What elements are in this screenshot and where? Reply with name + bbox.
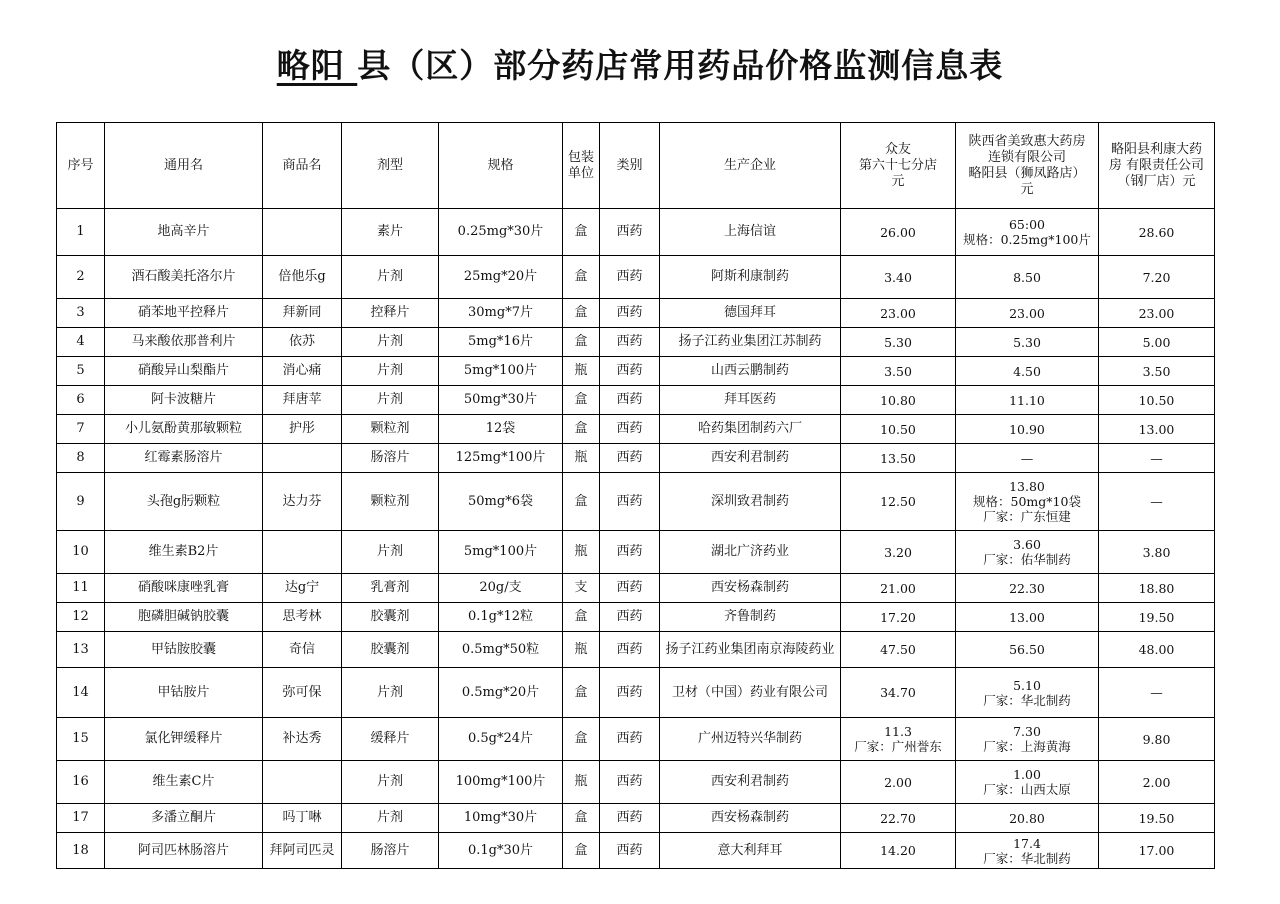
price-store-1-cell: [841, 444, 956, 473]
price-store-1-cell: [841, 833, 956, 869]
price-value: 3.40: [884, 269, 912, 285]
row-number-cell: 6: [57, 386, 105, 415]
spec-cell: 0.5g*24片: [439, 718, 563, 761]
price-store-1-cell: [841, 668, 956, 718]
table-row: [57, 603, 1215, 632]
table-row: [57, 256, 1215, 299]
unit-cell: 盒: [563, 415, 600, 444]
price-value: 23.00: [1009, 305, 1045, 321]
price-value: 12.50: [880, 494, 916, 509]
price-value: 19.50: [1138, 609, 1175, 625]
header-row: [57, 123, 1215, 209]
price-store-3-cell: [1099, 603, 1215, 632]
row-number-cell: 17: [57, 804, 105, 833]
category-cell: 西药: [600, 603, 660, 632]
table-row: [57, 473, 1215, 531]
price-note: 规格：50mg*10袋: [973, 494, 1081, 509]
generic-name-cell: 阿司匹林肠溶片: [105, 833, 263, 869]
price-store-1-cell: [841, 804, 956, 833]
table-row: [57, 632, 1215, 668]
price-store-2-cell: [956, 299, 1099, 328]
price-store-2-cell: [956, 209, 1099, 256]
price-store-1-cell: [841, 603, 956, 632]
generic-name-cell: 阿卡波糖片: [105, 386, 263, 415]
price-store-1-cell: [841, 632, 956, 668]
category-cell: 西药: [600, 444, 660, 473]
price-store-2-cell: [956, 761, 1099, 804]
dosage-form-cell: 片剂: [342, 386, 439, 415]
brand-name-cell: 拜阿司匹灵: [263, 833, 342, 869]
price-value: 13.80: [1009, 479, 1045, 494]
dosage-form-cell: 片剂: [342, 668, 439, 718]
generic-name-cell: 维生素B2片: [105, 531, 263, 574]
row-number-cell: 13: [57, 632, 105, 668]
brand-name-cell: 弥可保: [263, 668, 342, 718]
price-store-3-cell: [1099, 668, 1215, 718]
price-store-1-cell: [841, 299, 956, 328]
manufacturer-cell: 山西云鹏制药: [660, 357, 841, 386]
price-value: 3.50: [884, 363, 912, 379]
generic-name-cell: 甲钴胺片: [105, 668, 263, 718]
category-cell: 西药: [600, 386, 660, 415]
table-row: [57, 761, 1215, 804]
price-store-2-cell: [956, 357, 1099, 386]
manufacturer-cell: 齐鲁制药: [660, 603, 841, 632]
category-cell: 西药: [600, 299, 660, 328]
price-value: 23.00: [880, 305, 916, 321]
dosage-form-cell: 乳膏剂: [342, 574, 439, 603]
category-cell: 西药: [600, 209, 660, 256]
price-value: 7.20: [1142, 269, 1171, 285]
page-title: [0, 40, 1280, 87]
price-store-3-cell: [1099, 804, 1215, 833]
price-store-3-cell: [1099, 761, 1215, 804]
brand-name-cell: [263, 761, 342, 804]
row-number-cell: 5: [57, 357, 105, 386]
generic-name-cell: 多潘立酮片: [105, 804, 263, 833]
generic-name-cell: 红霉素肠溶片: [105, 444, 263, 473]
price-note: 厂家：华北制药: [983, 850, 1071, 866]
header-col-price-store-1: 众友 第六十七分店 元: [841, 123, 956, 209]
header-col-generic-name: 通用名: [105, 123, 263, 209]
category-cell: 西药: [600, 415, 660, 444]
price-store-3-cell: [1099, 209, 1215, 256]
table-row: [57, 328, 1215, 357]
spec-cell: 5mg*100片: [439, 531, 563, 574]
price-store-1-cell: [841, 357, 956, 386]
manufacturer-cell: 西安杨森制药: [660, 804, 841, 833]
row-number-cell: 4: [57, 328, 105, 357]
brand-name-cell: [263, 444, 342, 473]
price-value: 5.30: [1013, 334, 1041, 350]
spec-cell: 5mg*100片: [439, 357, 563, 386]
county-name: 略阳: [276, 46, 358, 85]
price-value: 2.00: [884, 774, 912, 790]
spec-cell: 0.5mg*50粒: [439, 632, 563, 668]
row-number-cell: 8: [57, 444, 105, 473]
dosage-form-cell: 缓释片: [342, 718, 439, 761]
row-number-cell: 18: [57, 833, 105, 869]
price-table: [56, 122, 1215, 869]
price-note: 厂家：广东恒建: [983, 509, 1071, 524]
row-number-cell: 10: [57, 531, 105, 574]
unit-cell: 瓶: [563, 632, 600, 668]
header-col-no: 序号: [57, 123, 105, 209]
dosage-form-cell: 颗粒剂: [342, 473, 439, 531]
price-store-2-cell: [956, 444, 1099, 473]
table-row: [57, 357, 1215, 386]
price-note: 厂家：佑华制药: [983, 552, 1071, 567]
price-value: 10.50: [880, 421, 916, 437]
spec-cell: 10mg*30片: [439, 804, 563, 833]
category-cell: 西药: [600, 833, 660, 869]
price-value: 5.30: [884, 334, 912, 350]
price-store-1-cell: [841, 328, 956, 357]
table-row: [57, 415, 1215, 444]
generic-name-cell: 酒石酸美托洛尔片: [105, 256, 263, 299]
price-value: 22.70: [880, 810, 916, 826]
price-value: 20.80: [1009, 810, 1045, 826]
price-store-2-cell: [956, 256, 1099, 299]
table-row: [57, 444, 1215, 473]
table-row: [57, 299, 1215, 328]
table-body: [57, 209, 1215, 869]
unit-cell: 盒: [563, 668, 600, 718]
dosage-form-cell: 颗粒剂: [342, 415, 439, 444]
table-row: [57, 386, 1215, 415]
unit-cell: 盒: [563, 386, 600, 415]
manufacturer-cell: 意大利拜耳: [660, 833, 841, 869]
generic-name-cell: 小儿氨酚黄那敏颗粒: [105, 415, 263, 444]
manufacturer-cell: 西安利君制药: [660, 761, 841, 804]
category-cell: 西药: [600, 761, 660, 804]
manufacturer-cell: 德国拜耳: [660, 299, 841, 328]
spec-cell: 25mg*20片: [439, 256, 563, 299]
brand-name-cell: 拜唐苹: [263, 386, 342, 415]
price-store-2-cell: [956, 804, 1099, 833]
dosage-form-cell: 片剂: [342, 804, 439, 833]
table-row: [57, 718, 1215, 761]
price-value: 26.00: [880, 224, 916, 240]
price-value: 17.20: [880, 609, 916, 625]
price-value: 2.00: [1142, 774, 1171, 790]
price-store-3-cell: [1099, 473, 1215, 531]
price-value: 47.50: [880, 642, 916, 657]
unit-cell: 盒: [563, 299, 600, 328]
price-store-3-cell: [1099, 328, 1215, 357]
row-number-cell: 3: [57, 299, 105, 328]
price-value: 13.00: [1009, 609, 1045, 625]
spec-cell: 100mg*100片: [439, 761, 563, 804]
price-store-3-cell: [1099, 833, 1215, 869]
price-value: —: [1150, 685, 1163, 700]
header-col-brand-name: 商品名: [263, 123, 342, 209]
category-cell: 西药: [600, 668, 660, 718]
spec-cell: 0.1g*12粒: [439, 603, 563, 632]
manufacturer-cell: 广州迈特兴华制药: [660, 718, 841, 761]
generic-name-cell: 马来酸依那普利片: [105, 328, 263, 357]
price-value: 13.00: [1138, 421, 1175, 437]
header-col-unit: 包装 单位: [563, 123, 600, 209]
brand-name-cell: 拜新同: [263, 299, 342, 328]
spec-cell: 0.1g*30片: [439, 833, 563, 869]
title-text: 县（区）部分药店常用药品价格监测信息表: [357, 46, 1004, 85]
header-col-spec: 规格: [439, 123, 563, 209]
unit-cell: 盒: [563, 603, 600, 632]
brand-name-cell: 消心痛: [263, 357, 342, 386]
generic-name-cell: 硝苯地平控释片: [105, 299, 263, 328]
header-col-price-store-2: 陕西省美致惠大药房 连锁有限公司 略阳县（狮凤路店） 元: [956, 123, 1099, 209]
price-store-3-cell: [1099, 256, 1215, 299]
price-note: 厂家：山西太原: [983, 782, 1071, 797]
brand-name-cell: [263, 531, 342, 574]
price-value: —: [1150, 494, 1163, 509]
manufacturer-cell: 卫材（中国）药业有限公司: [660, 668, 841, 718]
brand-name-cell: 补达秀: [263, 718, 342, 761]
price-value: 21.00: [880, 580, 916, 596]
price-value: 3.80: [1142, 544, 1171, 560]
manufacturer-cell: 西安杨森制药: [660, 574, 841, 603]
brand-name-cell: 达g宁: [263, 574, 342, 603]
dosage-form-cell: 肠溶片: [342, 833, 439, 869]
price-value: 3.50: [1142, 363, 1171, 379]
unit-cell: 盒: [563, 833, 600, 869]
price-store-2-cell: [956, 386, 1099, 415]
price-value: 19.50: [1138, 810, 1175, 826]
unit-cell: 盒: [563, 256, 600, 299]
price-store-1-cell: [841, 473, 956, 531]
price-value: 10.90: [1009, 421, 1045, 437]
price-value: 17.4: [1013, 835, 1041, 851]
spec-cell: 0.25mg*30片: [439, 209, 563, 256]
manufacturer-cell: 湖北广济药业: [660, 531, 841, 574]
unit-cell: 瓶: [563, 444, 600, 473]
price-store-2-cell: [956, 415, 1099, 444]
table-row: [57, 804, 1215, 833]
price-store-1-cell: [841, 386, 956, 415]
price-note: 厂家：华北制药: [983, 692, 1071, 708]
price-value: 10.50: [1138, 392, 1175, 408]
generic-name-cell: 地高辛片: [105, 209, 263, 256]
price-store-3-cell: [1099, 632, 1215, 668]
row-number-cell: 2: [57, 256, 105, 299]
manufacturer-cell: 上海信谊: [660, 209, 841, 256]
price-store-2-cell: [956, 833, 1099, 869]
spec-cell: 20g/支: [439, 574, 563, 603]
price-store-1-cell: [841, 531, 956, 574]
brand-name-cell: [263, 209, 342, 256]
header-col-manufacturer: 生产企业: [660, 123, 841, 209]
generic-name-cell: 甲钴胺胶囊: [105, 632, 263, 668]
brand-name-cell: 依苏: [263, 328, 342, 357]
price-value: 56.50: [1009, 642, 1045, 657]
row-number-cell: 15: [57, 718, 105, 761]
row-number-cell: 12: [57, 603, 105, 632]
price-store-2-cell: [956, 574, 1099, 603]
price-store-2-cell: [956, 531, 1099, 574]
table-row: [57, 833, 1215, 869]
price-store-3-cell: [1099, 574, 1215, 603]
price-store-1-cell: [841, 256, 956, 299]
dosage-form-cell: 片剂: [342, 531, 439, 574]
price-value: —: [1150, 450, 1163, 466]
unit-cell: 盒: [563, 473, 600, 531]
generic-name-cell: 氯化钾缓释片: [105, 718, 263, 761]
price-store-2-cell: [956, 718, 1099, 761]
price-value: 3.20: [884, 544, 912, 560]
row-number-cell: 1: [57, 209, 105, 256]
row-number-cell: 9: [57, 473, 105, 531]
table-row: [57, 668, 1215, 718]
price-value: 17.00: [1138, 843, 1175, 858]
brand-name-cell: 吗丁啉: [263, 804, 342, 833]
price-value: 13.50: [880, 450, 916, 466]
price-store-1-cell: [841, 209, 956, 256]
dosage-form-cell: 胶囊剂: [342, 632, 439, 668]
price-value: 8.50: [1013, 269, 1041, 285]
header-col-price-store-3: 略阳县利康大药 房 有限责任公司 （钢厂店）元: [1099, 123, 1215, 209]
manufacturer-cell: 阿斯利康制药: [660, 256, 841, 299]
price-store-1-cell: [841, 574, 956, 603]
dosage-form-cell: 片剂: [342, 256, 439, 299]
unit-cell: 瓶: [563, 761, 600, 804]
price-store-3-cell: [1099, 386, 1215, 415]
generic-name-cell: 胞磷胆碱钠胶囊: [105, 603, 263, 632]
price-note: 厂家：上海黄海: [983, 739, 1071, 754]
price-value: 18.80: [1138, 580, 1175, 596]
price-store-3-cell: [1099, 444, 1215, 473]
brand-name-cell: 思考林: [263, 603, 342, 632]
dosage-form-cell: 肠溶片: [342, 444, 439, 473]
price-value: 28.60: [1138, 224, 1175, 240]
category-cell: 西药: [600, 574, 660, 603]
manufacturer-cell: 扬子江药业集团江苏制药: [660, 328, 841, 357]
price-value: 48.00: [1138, 642, 1175, 657]
row-number-cell: 16: [57, 761, 105, 804]
spec-cell: 12袋: [439, 415, 563, 444]
price-store-2-cell: [956, 473, 1099, 531]
price-store-3-cell: [1099, 531, 1215, 574]
dosage-form-cell: 片剂: [342, 328, 439, 357]
table-row: [57, 574, 1215, 603]
price-value: 34.70: [880, 685, 916, 700]
unit-cell: 支: [563, 574, 600, 603]
category-cell: 西药: [600, 632, 660, 668]
header-col-dosage-form: 剂型: [342, 123, 439, 209]
generic-name-cell: 维生素C片: [105, 761, 263, 804]
price-value: 5.10: [1013, 677, 1041, 693]
price-store-3-cell: [1099, 299, 1215, 328]
generic-name-cell: 头孢g肟颗粒: [105, 473, 263, 531]
brand-name-cell: 奇信: [263, 632, 342, 668]
price-value: 3.60: [1013, 537, 1041, 552]
price-store-1-cell: [841, 718, 956, 761]
price-store-1-cell: [841, 761, 956, 804]
category-cell: 西药: [600, 718, 660, 761]
row-number-cell: 7: [57, 415, 105, 444]
price-value: 23.00: [1138, 305, 1175, 321]
manufacturer-cell: 扬子江药业集团南京海陵药业: [660, 632, 841, 668]
manufacturer-cell: 深圳致君制药: [660, 473, 841, 531]
row-number-cell: 14: [57, 668, 105, 718]
spec-cell: 5mg*16片: [439, 328, 563, 357]
manufacturer-cell: 哈药集团制药六厂: [660, 415, 841, 444]
price-value: 22.30: [1009, 580, 1045, 596]
spec-cell: 50mg*6袋: [439, 473, 563, 531]
generic-name-cell: 硝酸异山梨酯片: [105, 357, 263, 386]
spec-cell: 0.5mg*20片: [439, 668, 563, 718]
price-value: 7.30: [1013, 724, 1041, 739]
table-row: [57, 531, 1215, 574]
header-col-category: 类别: [600, 123, 660, 209]
price-value: 65:00: [1008, 217, 1046, 232]
price-value: 5.00: [1142, 334, 1171, 350]
unit-cell: 瓶: [563, 531, 600, 574]
dosage-form-cell: 片剂: [342, 357, 439, 386]
price-store-2-cell: [956, 328, 1099, 357]
price-store-2-cell: [956, 632, 1099, 668]
price-value: 9.80: [1142, 731, 1171, 747]
price-value: 10.80: [880, 392, 916, 408]
price-store-2-cell: [956, 668, 1099, 718]
manufacturer-cell: 西安利君制药: [660, 444, 841, 473]
brand-name-cell: 达力芬: [263, 473, 342, 531]
price-value: 14.20: [880, 843, 916, 858]
unit-cell: 盒: [563, 209, 600, 256]
dosage-form-cell: 素片: [342, 209, 439, 256]
unit-cell: 盒: [563, 718, 600, 761]
price-store-3-cell: [1099, 415, 1215, 444]
dosage-form-cell: 控释片: [342, 299, 439, 328]
unit-cell: 瓶: [563, 357, 600, 386]
price-value: 1.00: [1013, 767, 1041, 782]
category-cell: 西药: [600, 804, 660, 833]
category-cell: 西药: [600, 473, 660, 531]
price-store-3-cell: [1099, 357, 1215, 386]
dosage-form-cell: 片剂: [342, 761, 439, 804]
price-value: 11.10: [1009, 392, 1045, 408]
spec-cell: 125mg*100片: [439, 444, 563, 473]
spec-cell: 30mg*7片: [439, 299, 563, 328]
price-store-3-cell: [1099, 718, 1215, 761]
table-row: [57, 209, 1215, 256]
price-value: 11.3: [884, 724, 912, 739]
category-cell: 西药: [600, 328, 660, 357]
unit-cell: 盒: [563, 804, 600, 833]
brand-name-cell: 倍他乐g: [263, 256, 342, 299]
price-store-2-cell: [956, 603, 1099, 632]
category-cell: 西药: [600, 531, 660, 574]
manufacturer-cell: 拜耳医药: [660, 386, 841, 415]
price-store-1-cell: [841, 415, 956, 444]
price-value: —: [1020, 450, 1034, 466]
unit-cell: 盒: [563, 328, 600, 357]
category-cell: 西药: [600, 357, 660, 386]
price-note: 厂家：广州誉东: [854, 739, 942, 754]
dosage-form-cell: 胶囊剂: [342, 603, 439, 632]
row-number-cell: 11: [57, 574, 105, 603]
category-cell: 西药: [600, 256, 660, 299]
price-note: 规格：0.25mg*100片: [963, 232, 1091, 247]
price-value: 4.50: [1013, 363, 1041, 379]
spec-cell: 50mg*30片: [439, 386, 563, 415]
generic-name-cell: 硝酸咪康唑乳膏: [105, 574, 263, 603]
brand-name-cell: 护彤: [263, 415, 342, 444]
